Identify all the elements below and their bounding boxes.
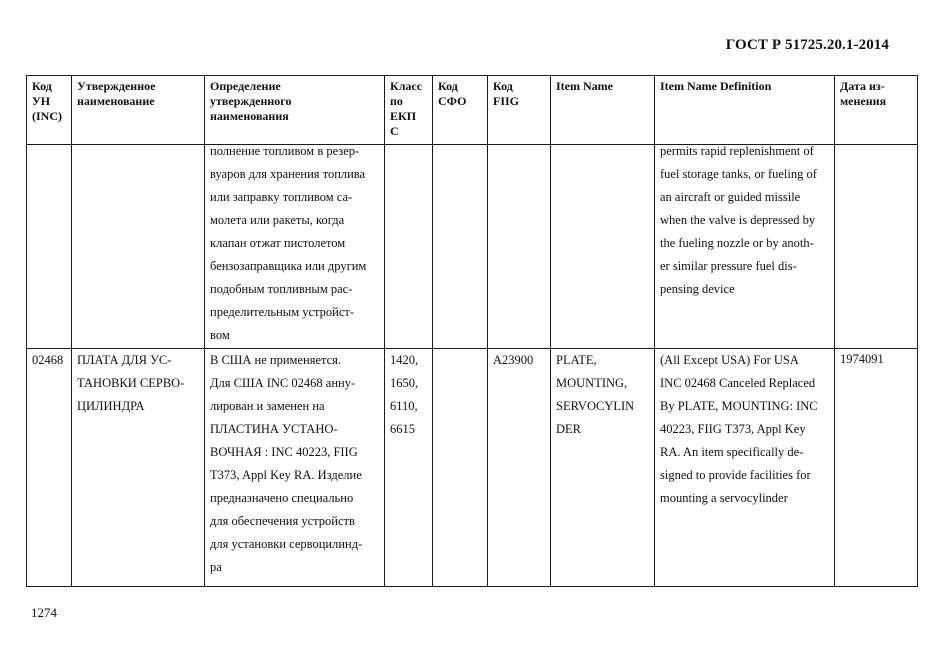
cell-fiig <box>488 349 551 587</box>
header-text-line: Код <box>32 79 52 93</box>
cell-text-line: permits rapid replenishment of <box>660 144 814 158</box>
header-definition <box>205 76 385 145</box>
cell-item-name-definition <box>655 145 835 349</box>
cell-text-line: лирован и заменен на <box>210 399 325 413</box>
cell-text-line: клапан отжат пистолетом <box>210 236 346 250</box>
cell-text-line: A23900 <box>493 353 534 367</box>
header-text-line: по <box>390 94 403 108</box>
table-row <box>27 349 918 587</box>
cell-text-line: MOUNTING, <box>556 376 628 390</box>
cell-text-line: By PLATE, MOUNTING: INC <box>660 399 818 413</box>
header-text-line: СФО <box>438 94 467 108</box>
header-text-line: Определение <box>210 79 281 93</box>
header-text-line: Код <box>438 79 458 93</box>
cell-text-line: ТАНОВКИ СЕРВО- <box>77 376 185 390</box>
cell-text-line: (All Except USA) For USA <box>660 353 799 367</box>
cell-text-line: 6615 <box>390 422 415 436</box>
header-item-name <box>551 76 655 145</box>
header-text-line: (INC) <box>32 109 62 123</box>
cell-text-line: when the valve is depressed by <box>660 213 816 227</box>
header-ekps-class <box>385 76 433 145</box>
cell-text-line: Для США INC 02468 анну- <box>210 376 356 390</box>
cell-text-line: 02468 <box>32 353 64 367</box>
cell-definition <box>205 145 385 349</box>
cell-text-line: бензозаправщика или другим <box>210 259 367 273</box>
cell-text-line: В США не применяется. <box>210 353 342 367</box>
cell-text-line: подобным топливным рас- <box>210 282 353 296</box>
cell-text-line: молета или ракеты, когда <box>210 213 345 227</box>
cell-text-line: fuel storage tanks, or fueling of <box>660 167 817 181</box>
cell-item-name <box>551 145 655 349</box>
header-text-line: Класс <box>390 79 423 93</box>
cell-text-line: ПЛАТА ДЛЯ УС- <box>77 353 172 367</box>
header-sfo <box>433 76 488 145</box>
header-fiig <box>488 76 551 145</box>
cell-text-line: 1974091 <box>840 352 884 366</box>
header-text-line: менения <box>840 94 887 108</box>
cell-ekps-class <box>385 349 433 587</box>
header-item-name-definition <box>655 76 835 145</box>
cell-text-line: pensing device <box>660 282 735 296</box>
cell-sfo <box>433 145 488 349</box>
cell-text-line: PLATE, <box>556 353 597 367</box>
cell-text-line: ВОЧНАЯ : INC 40223, FIIG <box>210 445 358 459</box>
cell-item-name <box>551 349 655 587</box>
cell-fiig <box>488 145 551 349</box>
header-approved-name <box>72 76 205 145</box>
cell-change-date <box>835 145 918 349</box>
header-inc <box>27 76 72 145</box>
header-change-date <box>835 76 918 145</box>
cell-item-name-definition <box>655 349 835 587</box>
cell-text-line: er similar pressure fuel dis- <box>660 259 797 273</box>
cell-text-line: 1650, <box>390 376 419 390</box>
document-header: ГОСТ Р 51725.20.1-2014 <box>725 37 889 53</box>
cell-sfo <box>433 349 488 587</box>
header-text-line: Код <box>493 79 513 93</box>
cell-text-line: ра <box>210 560 222 574</box>
header-text-line: Item Name Definition <box>660 79 772 93</box>
cell-text-line: полнение топливом в резер- <box>210 144 360 158</box>
cell-text-line: 6110, <box>390 399 418 413</box>
header-text-line: Утвержденное <box>77 79 156 93</box>
header-text-line: Item Name <box>556 79 613 93</box>
cell-inc <box>27 145 72 349</box>
cell-approved-name <box>72 145 205 349</box>
cell-text-line: пределительным устройст- <box>210 305 355 319</box>
header-text-line: наименования <box>210 109 289 123</box>
cell-text-line: signed to provide facilities for <box>660 468 811 482</box>
cell-text-line: вуаров для хранения топлива <box>210 167 366 181</box>
cell-change-date <box>835 349 918 587</box>
cell-text-line: RA. An item specifically de- <box>660 445 804 459</box>
cell-text-line: ЦИЛИНДРА <box>77 399 145 413</box>
gost-table <box>26 75 918 587</box>
header-text-line: С <box>390 124 399 138</box>
cell-text-line: или заправку топливом са- <box>210 190 353 204</box>
header-text-line: ЕКП <box>390 109 417 123</box>
header-text-line: наименование <box>77 94 155 108</box>
cell-text-line: INC 02468 Canceled Replaced <box>660 376 816 390</box>
cell-text-line: an aircraft or guided missile <box>660 190 801 204</box>
header-text-line: Дата из- <box>840 79 885 93</box>
cell-text-line: для обеспечения устройств <box>210 514 355 528</box>
cell-ekps-class <box>385 145 433 349</box>
table-row <box>27 145 918 349</box>
table-header-row <box>27 76 918 145</box>
cell-text-line: 1420, <box>390 353 419 367</box>
cell-text-line: SERVOCYLIN <box>556 399 635 413</box>
cell-text-line: mounting a servocylinder <box>660 491 788 505</box>
cell-definition <box>205 349 385 587</box>
cell-inc <box>27 349 72 587</box>
cell-text-line: the fueling nozzle or by anoth- <box>660 236 814 250</box>
cell-text-line: для установки сервоцилинд- <box>210 537 363 551</box>
cell-text-line: T373, Appl Key RA. Изделие <box>210 468 362 482</box>
header-text-line: FIIG <box>493 94 520 108</box>
page-number: 1274 <box>31 605 57 620</box>
cell-text-line: предназначено специально <box>210 491 354 505</box>
cell-text-line: ПЛАСТИНА УСТАНО- <box>210 422 338 436</box>
cell-text-line: 40223, FIIG T373, Appl Key <box>660 422 806 436</box>
cell-approved-name <box>72 349 205 587</box>
cell-text-line: DER <box>556 422 581 436</box>
header-text-line: утвержденного <box>210 94 292 108</box>
cell-text-line: вом <box>210 328 230 342</box>
header-text-line: УН <box>32 94 51 108</box>
